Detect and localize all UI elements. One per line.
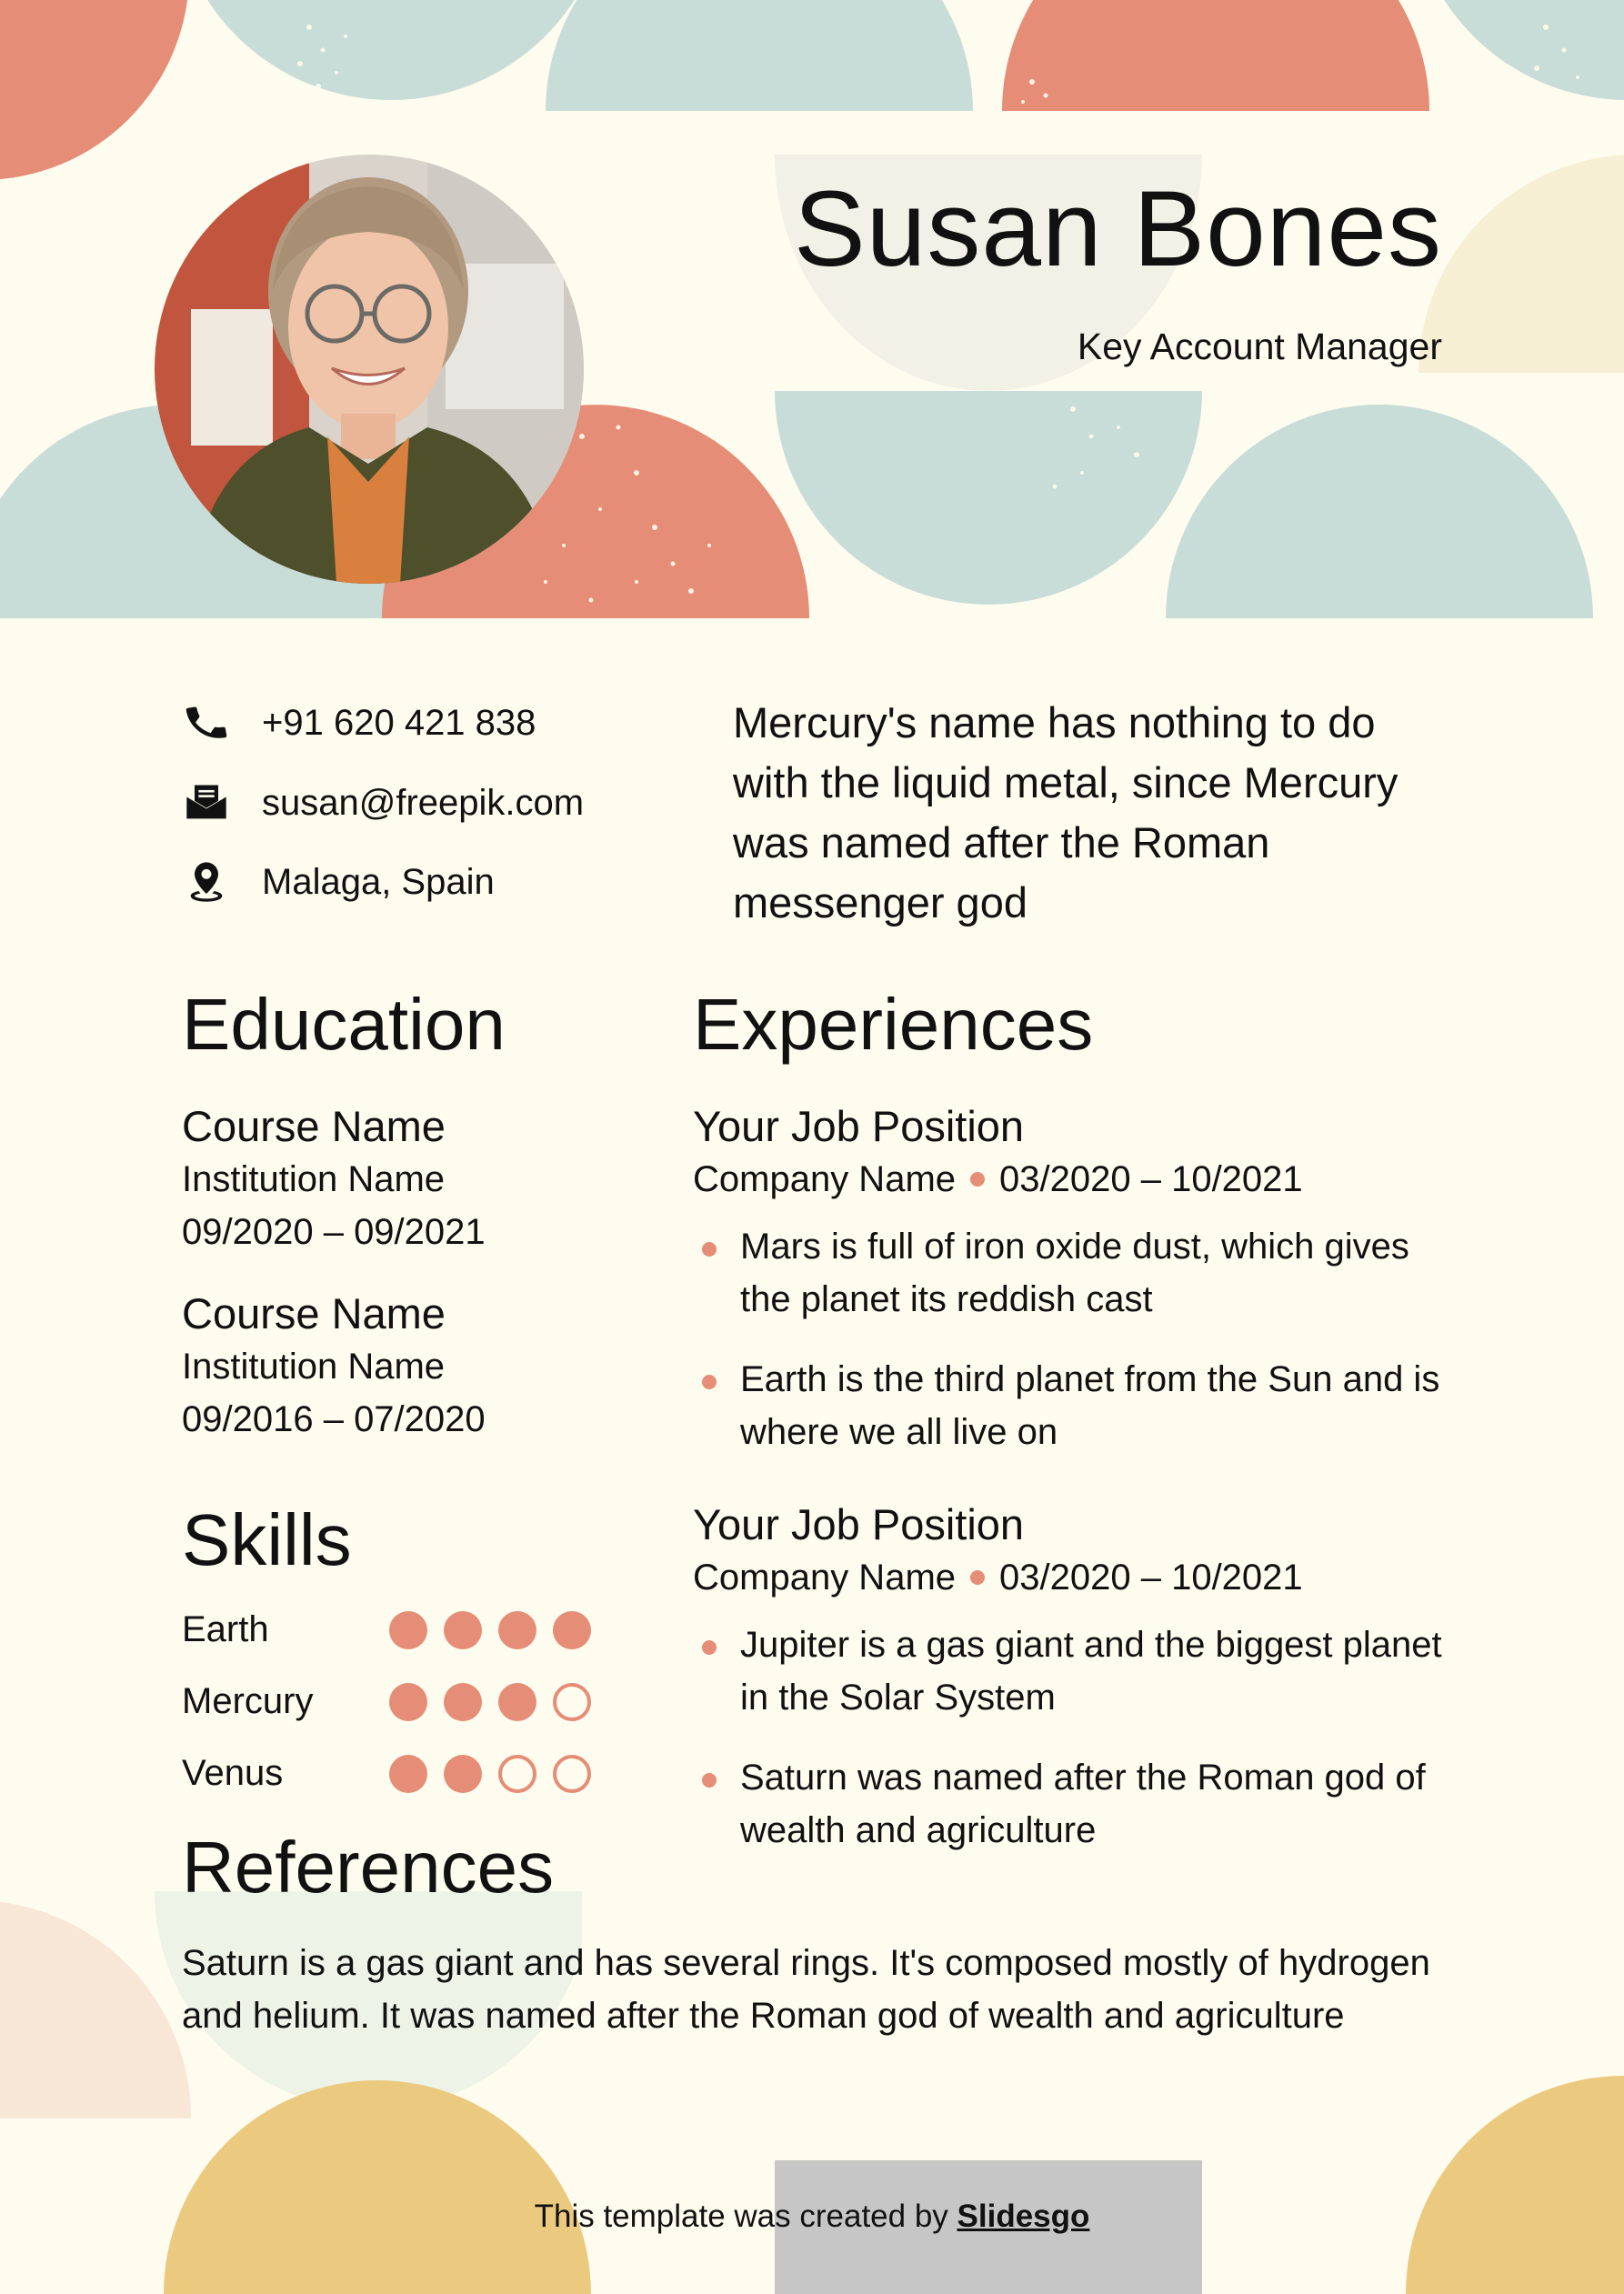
job-company: Company Name — [693, 1558, 957, 1598]
skill-dot-filled — [389, 1611, 427, 1649]
contact-location: Malaga, Spain — [262, 861, 495, 902]
experience-item-2 — [693, 1498, 1466, 1857]
contact-email-row — [182, 778, 584, 827]
band-teal-half-right — [1166, 405, 1593, 618]
job-position: Your Job Position — [693, 1500, 1025, 1548]
education-dates: 09/2016 – 07/2020 — [182, 1399, 486, 1439]
skill-dot-filled — [389, 1683, 427, 1721]
skill-dot-filled — [498, 1683, 536, 1721]
skill-dot-filled — [444, 1755, 482, 1793]
education-institution: Institution Name — [182, 1347, 446, 1387]
top-teal-circle — [173, 0, 609, 100]
profile-photo — [155, 155, 584, 584]
education-course: Course Name — [182, 1289, 446, 1337]
footer-yellow-half-right — [1406, 2076, 1624, 2294]
contact-email[interactable]: susan@freepik.com — [262, 782, 585, 823]
references-text: Saturn is a gas giant and has several rings. It's composed mostly of hydrogen and helium. It was named after the Roman god of wealth and agriculture — [182, 1943, 1430, 2036]
top-coral-half-left — [0, 0, 189, 180]
contact-phone-row — [182, 698, 536, 747]
job-dates: 03/2020 – 10/2021 — [999, 1558, 1303, 1598]
phone-icon — [182, 698, 231, 747]
skills-heading: Skills — [182, 1499, 352, 1580]
references-heading: References — [182, 1827, 555, 1908]
separator-dot — [970, 1570, 985, 1585]
skill-dot-empty — [553, 1683, 591, 1721]
skill-dot-filled — [444, 1683, 482, 1721]
skill-dot-empty — [498, 1755, 536, 1793]
skill-dot-filled — [553, 1611, 591, 1649]
top-coral-half — [1002, 0, 1429, 111]
contact-location-row — [182, 857, 495, 907]
job-bullet: Earth is the third planet from the Sun and is where we all live on — [693, 1353, 1466, 1458]
contact-phone: +91 620 421 838 — [262, 702, 536, 743]
skill-row-mercury — [182, 1681, 600, 1722]
skill-dot-filled — [498, 1611, 536, 1649]
experiences-heading: Experiences — [693, 984, 1094, 1065]
bottom-left-pink-circle — [0, 1900, 191, 2294]
footer-credit — [0, 2199, 1624, 2235]
skill-dot-empty — [553, 1755, 591, 1793]
skill-label: Mercury — [182, 1681, 314, 1721]
education-dates: 09/2020 – 09/2021 — [182, 1212, 486, 1252]
experience-item-1 — [693, 1100, 1466, 1458]
skill-label: Earth — [182, 1609, 269, 1649]
education-institution: Institution Name — [182, 1159, 446, 1199]
job-position: Your Job Position — [693, 1102, 1025, 1150]
separator-dot — [970, 1172, 985, 1187]
job-bullet: Mars is full of iron oxide dust, which gives the planet its reddish cast — [693, 1220, 1466, 1326]
footer-yellow-half-left — [164, 2080, 591, 2294]
skill-rating — [389, 1683, 591, 1721]
education-item-1 — [182, 1100, 691, 1258]
job-company: Company Name — [693, 1159, 957, 1199]
job-bullet: Jupiter is a gas giant and the biggest planet in the Solar System — [693, 1618, 1466, 1724]
candidate-name: Susan Bones — [794, 169, 1442, 289]
skill-rating — [389, 1755, 591, 1793]
education-item-2 — [182, 1287, 691, 1446]
education-heading: Education — [182, 984, 506, 1065]
top-teal-half — [546, 0, 973, 111]
skill-dot-filled — [444, 1611, 482, 1649]
job-bullet: Saturn was named after the Roman god of wealth and agriculture — [693, 1751, 1466, 1857]
skill-dot-filled — [389, 1755, 427, 1793]
job-meta — [693, 1551, 1466, 1604]
intro-text: Mercury's name has nothing to do with the liquid metal, since Mercury was named after the Roman messenger god — [733, 698, 1398, 927]
band-teal-bowl — [775, 391, 1202, 605]
job-meta — [693, 1153, 1466, 1206]
skill-rating — [389, 1611, 591, 1649]
education-course: Course Name — [182, 1102, 446, 1150]
footer-link[interactable]: Slidesgo — [957, 2199, 1090, 2234]
job-dates: 03/2020 – 10/2021 — [999, 1159, 1303, 1199]
footer-prefix: This template was created by — [534, 2199, 957, 2234]
top-teal-circle-right — [1409, 0, 1624, 100]
skill-row-earth — [182, 1609, 600, 1650]
skill-row-venus — [182, 1753, 600, 1794]
mail-icon — [182, 778, 231, 827]
candidate-role: Key Account Manager — [1077, 326, 1442, 367]
location-pin-icon — [182, 857, 231, 907]
skill-label: Venus — [182, 1753, 284, 1793]
